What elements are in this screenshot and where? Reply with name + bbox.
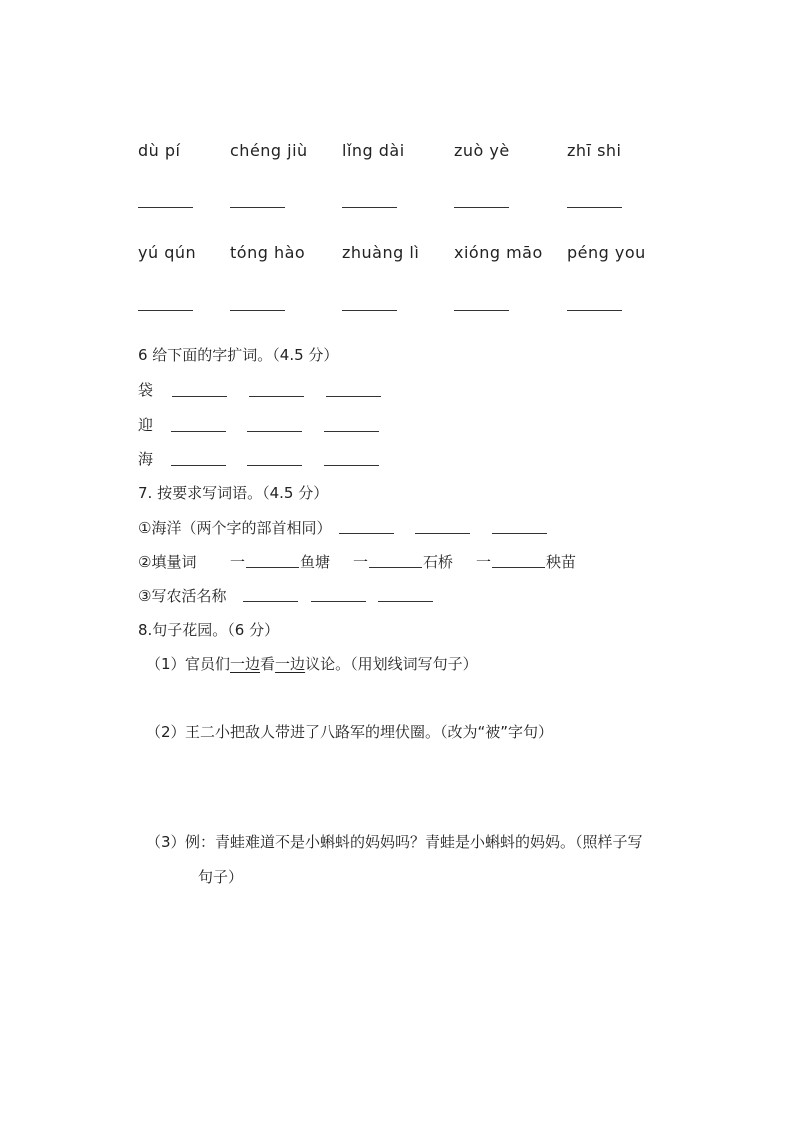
answer-blank[interactable]: [492, 533, 547, 534]
q8-s2-sentence: 王二小把敌人带进了八路军的埋伏圈。（改为“被”字句）: [185, 723, 554, 741]
pinyin-9: xióng māo: [454, 243, 543, 262]
pinyin-4: zuò yè: [454, 141, 510, 160]
s1-part: 议论。（用划线词写句子）: [305, 655, 478, 673]
q8-s3-sentence: 例：青蛙难道不是小蝌蚪的妈妈吗？青蛙是小蝌蚪的妈妈。（照样子写: [185, 833, 643, 851]
answer-blank[interactable]: [378, 601, 433, 602]
s1-part: 官员们: [185, 655, 231, 673]
s1-underlined: 一边: [230, 655, 261, 673]
answer-blank[interactable]: [230, 207, 285, 208]
q7-prefix: 一: [230, 553, 246, 571]
pinyin-6: yú qún: [138, 243, 197, 262]
q8-s3-number: （3）: [146, 833, 186, 851]
q8-s2-number: （2）: [146, 723, 186, 741]
answer-blank[interactable]: [247, 465, 302, 466]
q7-item1: ①海洋（两个字的部首相同）: [138, 519, 332, 537]
s1-part: 看: [260, 655, 276, 673]
answer-blank[interactable]: [567, 310, 622, 311]
q8-title: 8.句子花园。（6 分）: [138, 621, 280, 639]
q7-item2-label: ②填量词: [138, 553, 197, 571]
q6-char: 袋: [138, 381, 154, 399]
answer-blank[interactable]: [454, 310, 509, 311]
answer-blank[interactable]: [243, 601, 298, 602]
q8-s3-sentence-cont: 句子）: [198, 868, 244, 886]
answer-blank[interactable]: [342, 207, 397, 208]
answer-blank[interactable]: [454, 207, 509, 208]
answer-blank[interactable]: [567, 207, 622, 208]
q8-s1-number: （1）: [146, 655, 186, 673]
answer-blank[interactable]: [415, 533, 470, 534]
q7-prefix: 一: [476, 553, 492, 571]
answer-blank[interactable]: [492, 567, 545, 568]
answer-blank[interactable]: [246, 567, 299, 568]
pinyin-8: zhuàng lì: [342, 243, 420, 262]
q6-char: 迎: [138, 416, 154, 434]
answer-blank[interactable]: [326, 396, 381, 397]
answer-blank[interactable]: [247, 431, 302, 432]
answer-blank[interactable]: [324, 431, 379, 432]
answer-blank[interactable]: [172, 396, 227, 397]
q6-title: 6 给下面的字扩词。（4.5 分）: [138, 346, 339, 364]
answer-blank[interactable]: [171, 465, 226, 466]
answer-blank[interactable]: [249, 396, 304, 397]
pinyin-3: lǐng dài: [342, 141, 405, 160]
q7-title: 7. 按要求写词语。（4.5 分）: [138, 484, 329, 502]
answer-blank[interactable]: [138, 207, 193, 208]
pinyin-10: péng you: [567, 243, 646, 262]
q7-word: 鱼塘: [300, 553, 331, 571]
q6-char: 海: [138, 450, 154, 468]
q7-prefix: 一: [353, 553, 369, 571]
s1-underlined: 一边: [275, 655, 306, 673]
q7-word: 秧苗: [546, 553, 577, 571]
answer-blank[interactable]: [171, 431, 226, 432]
answer-blank[interactable]: [339, 533, 394, 534]
q7-item3: ③写农活名称: [138, 587, 227, 605]
pinyin-5: zhī shi: [567, 141, 622, 160]
q7-word: 石桥: [423, 553, 454, 571]
pinyin-2: chéng jiù: [230, 141, 308, 160]
answer-blank[interactable]: [230, 310, 285, 311]
answer-blank[interactable]: [311, 601, 366, 602]
pinyin-7: tóng hào: [230, 243, 306, 262]
answer-blank[interactable]: [369, 567, 422, 568]
answer-blank[interactable]: [138, 310, 193, 311]
q8-s1-sentence: [185, 653, 478, 674]
pinyin-1: dù pí: [138, 141, 181, 160]
answer-blank[interactable]: [342, 310, 397, 311]
answer-blank[interactable]: [324, 465, 379, 466]
